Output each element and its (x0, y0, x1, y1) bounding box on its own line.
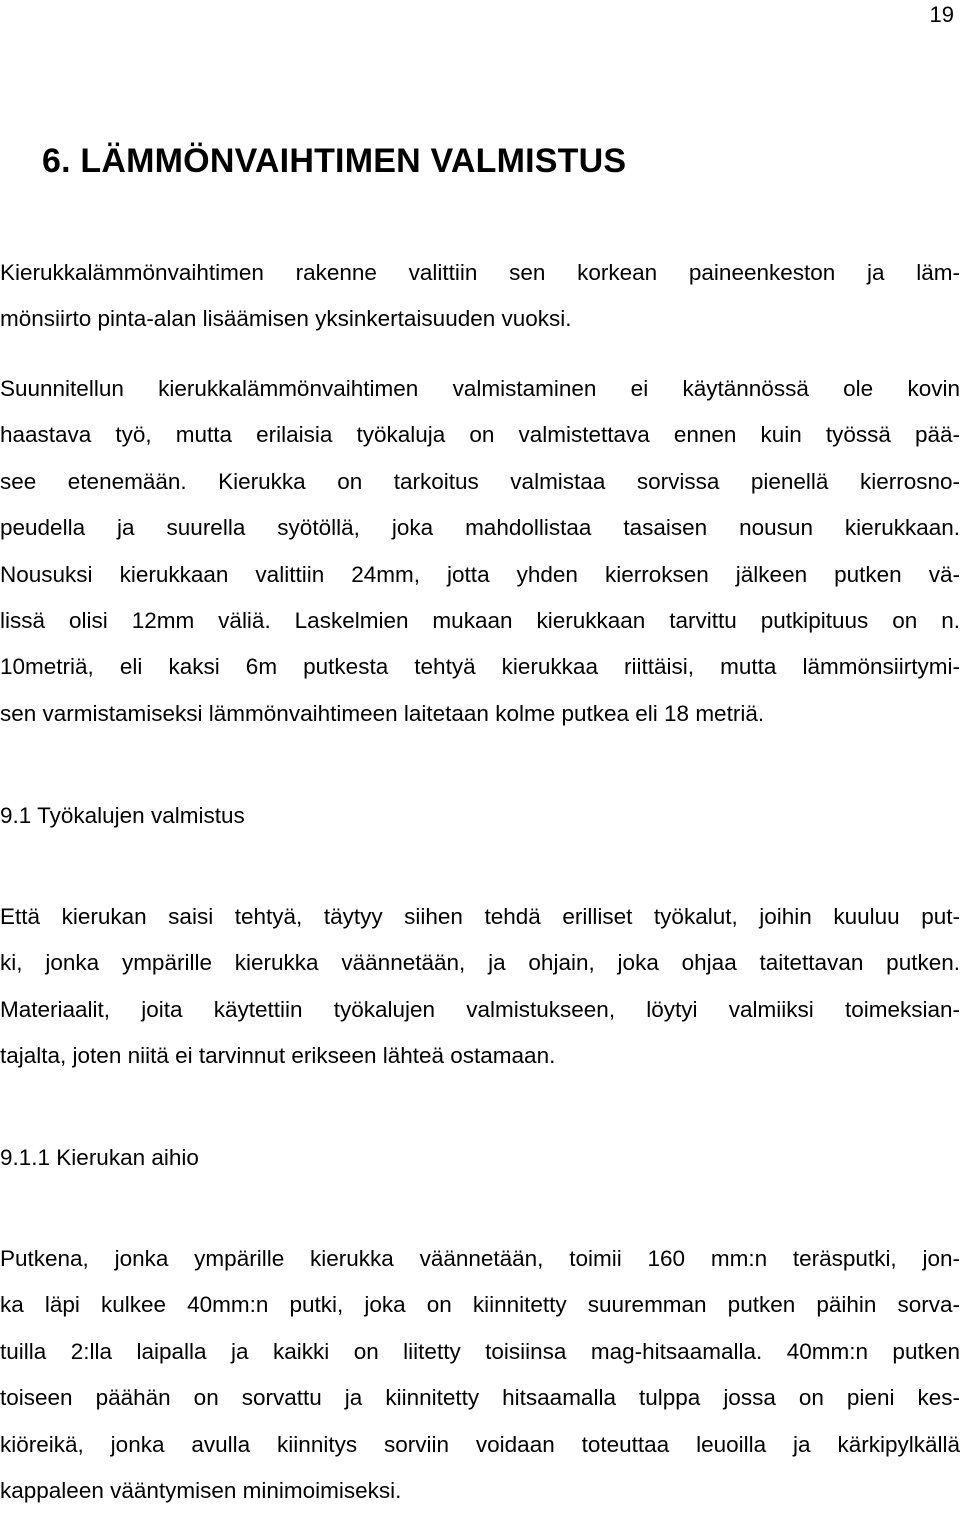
chapter-title: 6. LÄMMÖNVAIHTIMEN VALMISTUS (42, 142, 627, 180)
paragraph-line: Kierukkalämmönvaihtimen rakenne valittiin sen korkean paineenkeston ja läm- (0, 260, 960, 285)
page-number: 19 (929, 2, 954, 27)
paragraph-line: tuilla 2:lla laipalla ja kaikki on liitetty toisiinsa mag-hitsaamalla. 40mm:n putken (0, 1338, 960, 1364)
design-paragraph (0, 366, 960, 737)
intro-paragraph (0, 250, 960, 343)
paragraph-line: toiseen päähän on sorvattu ja kiinnitetty hitsaamalla tulppa jossa on pieni kes- (0, 1385, 960, 1411)
paragraph-line: haastava työ, mutta erilaisia työkaluja on valmistettava ennen kuin työssä pää- (0, 422, 960, 448)
coil-blank-paragraph (0, 1236, 960, 1514)
paragraph-line: mönsiirto pinta-alan lisäämisen yksinkertaisuuden vuoksi. (0, 306, 572, 332)
paragraph-line: sen varmistamiseksi lämmönvaihtimeen laitetaan kolme putkea eli 18 metriä. (0, 700, 765, 726)
section-heading-coil-blank: 9.1.1 Kierukan aihio (0, 1145, 199, 1170)
paragraph-line: Että kierukan saisi tehtyä, täytyy siihen tehdä erilliset työkalut, joihin kuuluu put- (0, 904, 960, 929)
paragraph-line: Nousuksi kierukkaan valittiin 24mm, jotta yhden kierroksen jälkeen putken vä- (0, 561, 960, 587)
paragraph-line: ka läpi kulkee 40mm:n putki, joka on kiinnitetty suuremman putken päihin sorva- (0, 1292, 960, 1318)
paragraph-line: see etenemään. Kierukka on tarkoitus valmistaa sorvissa pienellä kierrosno- (0, 468, 960, 494)
section-heading-tool-manufacturing: 9.1 Työkalujen valmistus (0, 803, 245, 828)
paragraph-line: ki, jonka ympärille kierukka väännetään, ja ohjain, joka ohjaa taitettavan putken. (0, 950, 960, 976)
paragraph-line: Suunnitellun kierukkalämmönvaihtimen valmistaminen ei käytännössä ole kovin (0, 376, 960, 401)
paragraph-line: kiöreikä, jonka avulla kiinnitys sorviin voidaan toteuttaa leuoilla ja kärkipylkällä (0, 1431, 960, 1457)
tools-paragraph (0, 894, 960, 1080)
paragraph-line: kappaleen vääntymisen minimoimiseksi. (0, 1478, 402, 1504)
paragraph-line: Materiaalit, joita käytettiin työkalujen valmistukseen, löytyi valmiiksi toimeksian- (0, 996, 960, 1022)
paragraph-line: peudella ja suurella syötöllä, joka mahdollistaa tasaisen nousun kierukkaan. (0, 515, 960, 541)
paragraph-line: Putkena, jonka ympärille kierukka väännetään, toimii 160 mm:n teräsputki, jon- (0, 1246, 960, 1271)
paragraph-line: tajalta, joten niitä ei tarvinnut erikseen lähteä ostamaan. (0, 1043, 556, 1069)
paragraph-line: 10metriä, eli kaksi 6m putkesta tehtyä kierukkaa riittäisi, mutta lämmönsiirtymi- (0, 654, 960, 680)
paragraph-line: lissä olisi 12mm väliä. Laskelmien mukaan kierukkaan tarvittu putkipituus on n. (0, 608, 960, 634)
